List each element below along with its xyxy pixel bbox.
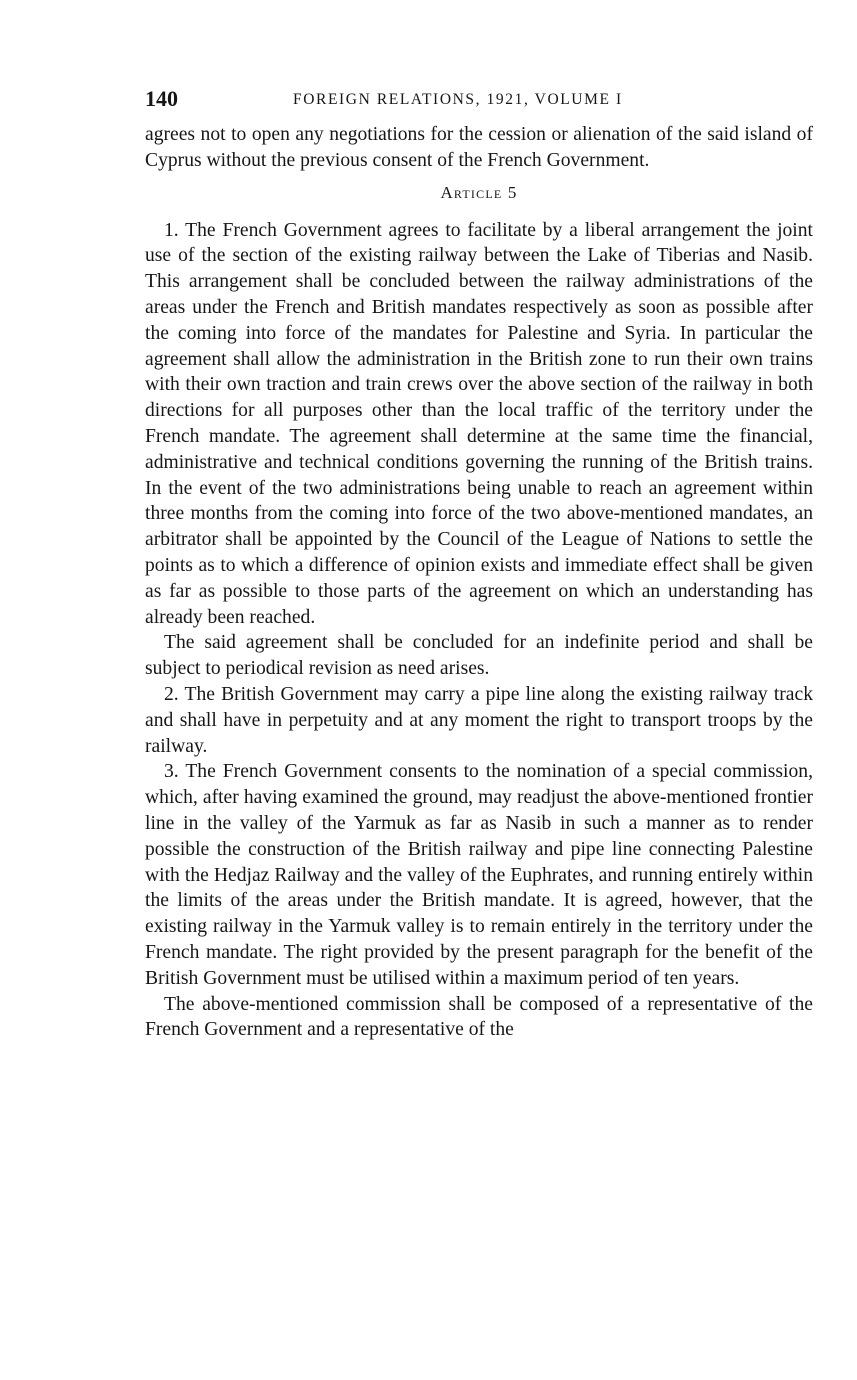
paragraph-agreement-period: The said agreement shall be concluded for an indefinite period and shall be subject to periodical revision as need arises. bbox=[145, 632, 813, 680]
paragraph-commission: The above-mentioned commission shall be composed of a representative of the French Government and a representative of the bbox=[145, 993, 813, 1041]
body-text bbox=[145, 122, 813, 1043]
document-page bbox=[145, 82, 813, 1043]
continuation-paragraph: agrees not to open any negotiations for the cession or alienation of the said island of Cyprus without the previous consent of the French Government. bbox=[145, 124, 813, 171]
paragraph-2: 2. The British Government may carry a pipe line along the existing railway track and shall have in perpetuity and at any moment the right to transport troops by the railway. bbox=[145, 683, 813, 757]
page-number: 140 bbox=[145, 86, 178, 111]
paragraph-3: 3. The French Government consents to the nomination of a special commission, which, after having examined the ground, may readjust the above-mentioned frontier line in the valley of the Yarmuk as far as Nasib in such a manner as to render possible the construction of the British railway and pipe line connecting Palestine with the Hedjaz Railway and the valley of the Euphrates, and running entirely within the limits of the areas under the British mandate. It is agreed, however, that the existing railway in the Yarmuk valley is to remain entirely in the territory under the French mandate. The right provided by the present paragraph for the benefit of the British Government must be utilised within a maximum period of ten years. bbox=[145, 761, 813, 989]
running-title: FOREIGN RELATIONS, 1921, VOLUME I bbox=[293, 91, 623, 108]
paragraph-1: 1. The French Government agrees to facilitate by a liberal arrangement the joint use of the section of the existing railway between the Lake of Tiberias and Nasib. This arrangement shall be concluded between the railway administrations of the areas under the French and British mandates respectively as soon as possible after the coming into force of the mandates for Palestine and Syria. In particular the agreement shall allow the administration in the British zone to run their own trains with their own traction and train crews over the above section of the railway in both directions for all purposes other than the local traffic of the territory under the French mandate. The agreement shall determine at the same time the financial, administrative and technical conditions governing the running of the British trains. In the event of the two administrations being unable to reach an agreement within three months from the coming into force of the two above-mentioned mandates, an arbitrator shall be appointed by the Council of the League of Nations to settle the points as to which a difference of opinion exists and immediate effect shall be given as far as possible to those parts of the agreement on which an understanding has already been reached. bbox=[145, 219, 813, 628]
article-heading: Article 5 bbox=[440, 182, 518, 202]
running-head bbox=[145, 82, 813, 122]
